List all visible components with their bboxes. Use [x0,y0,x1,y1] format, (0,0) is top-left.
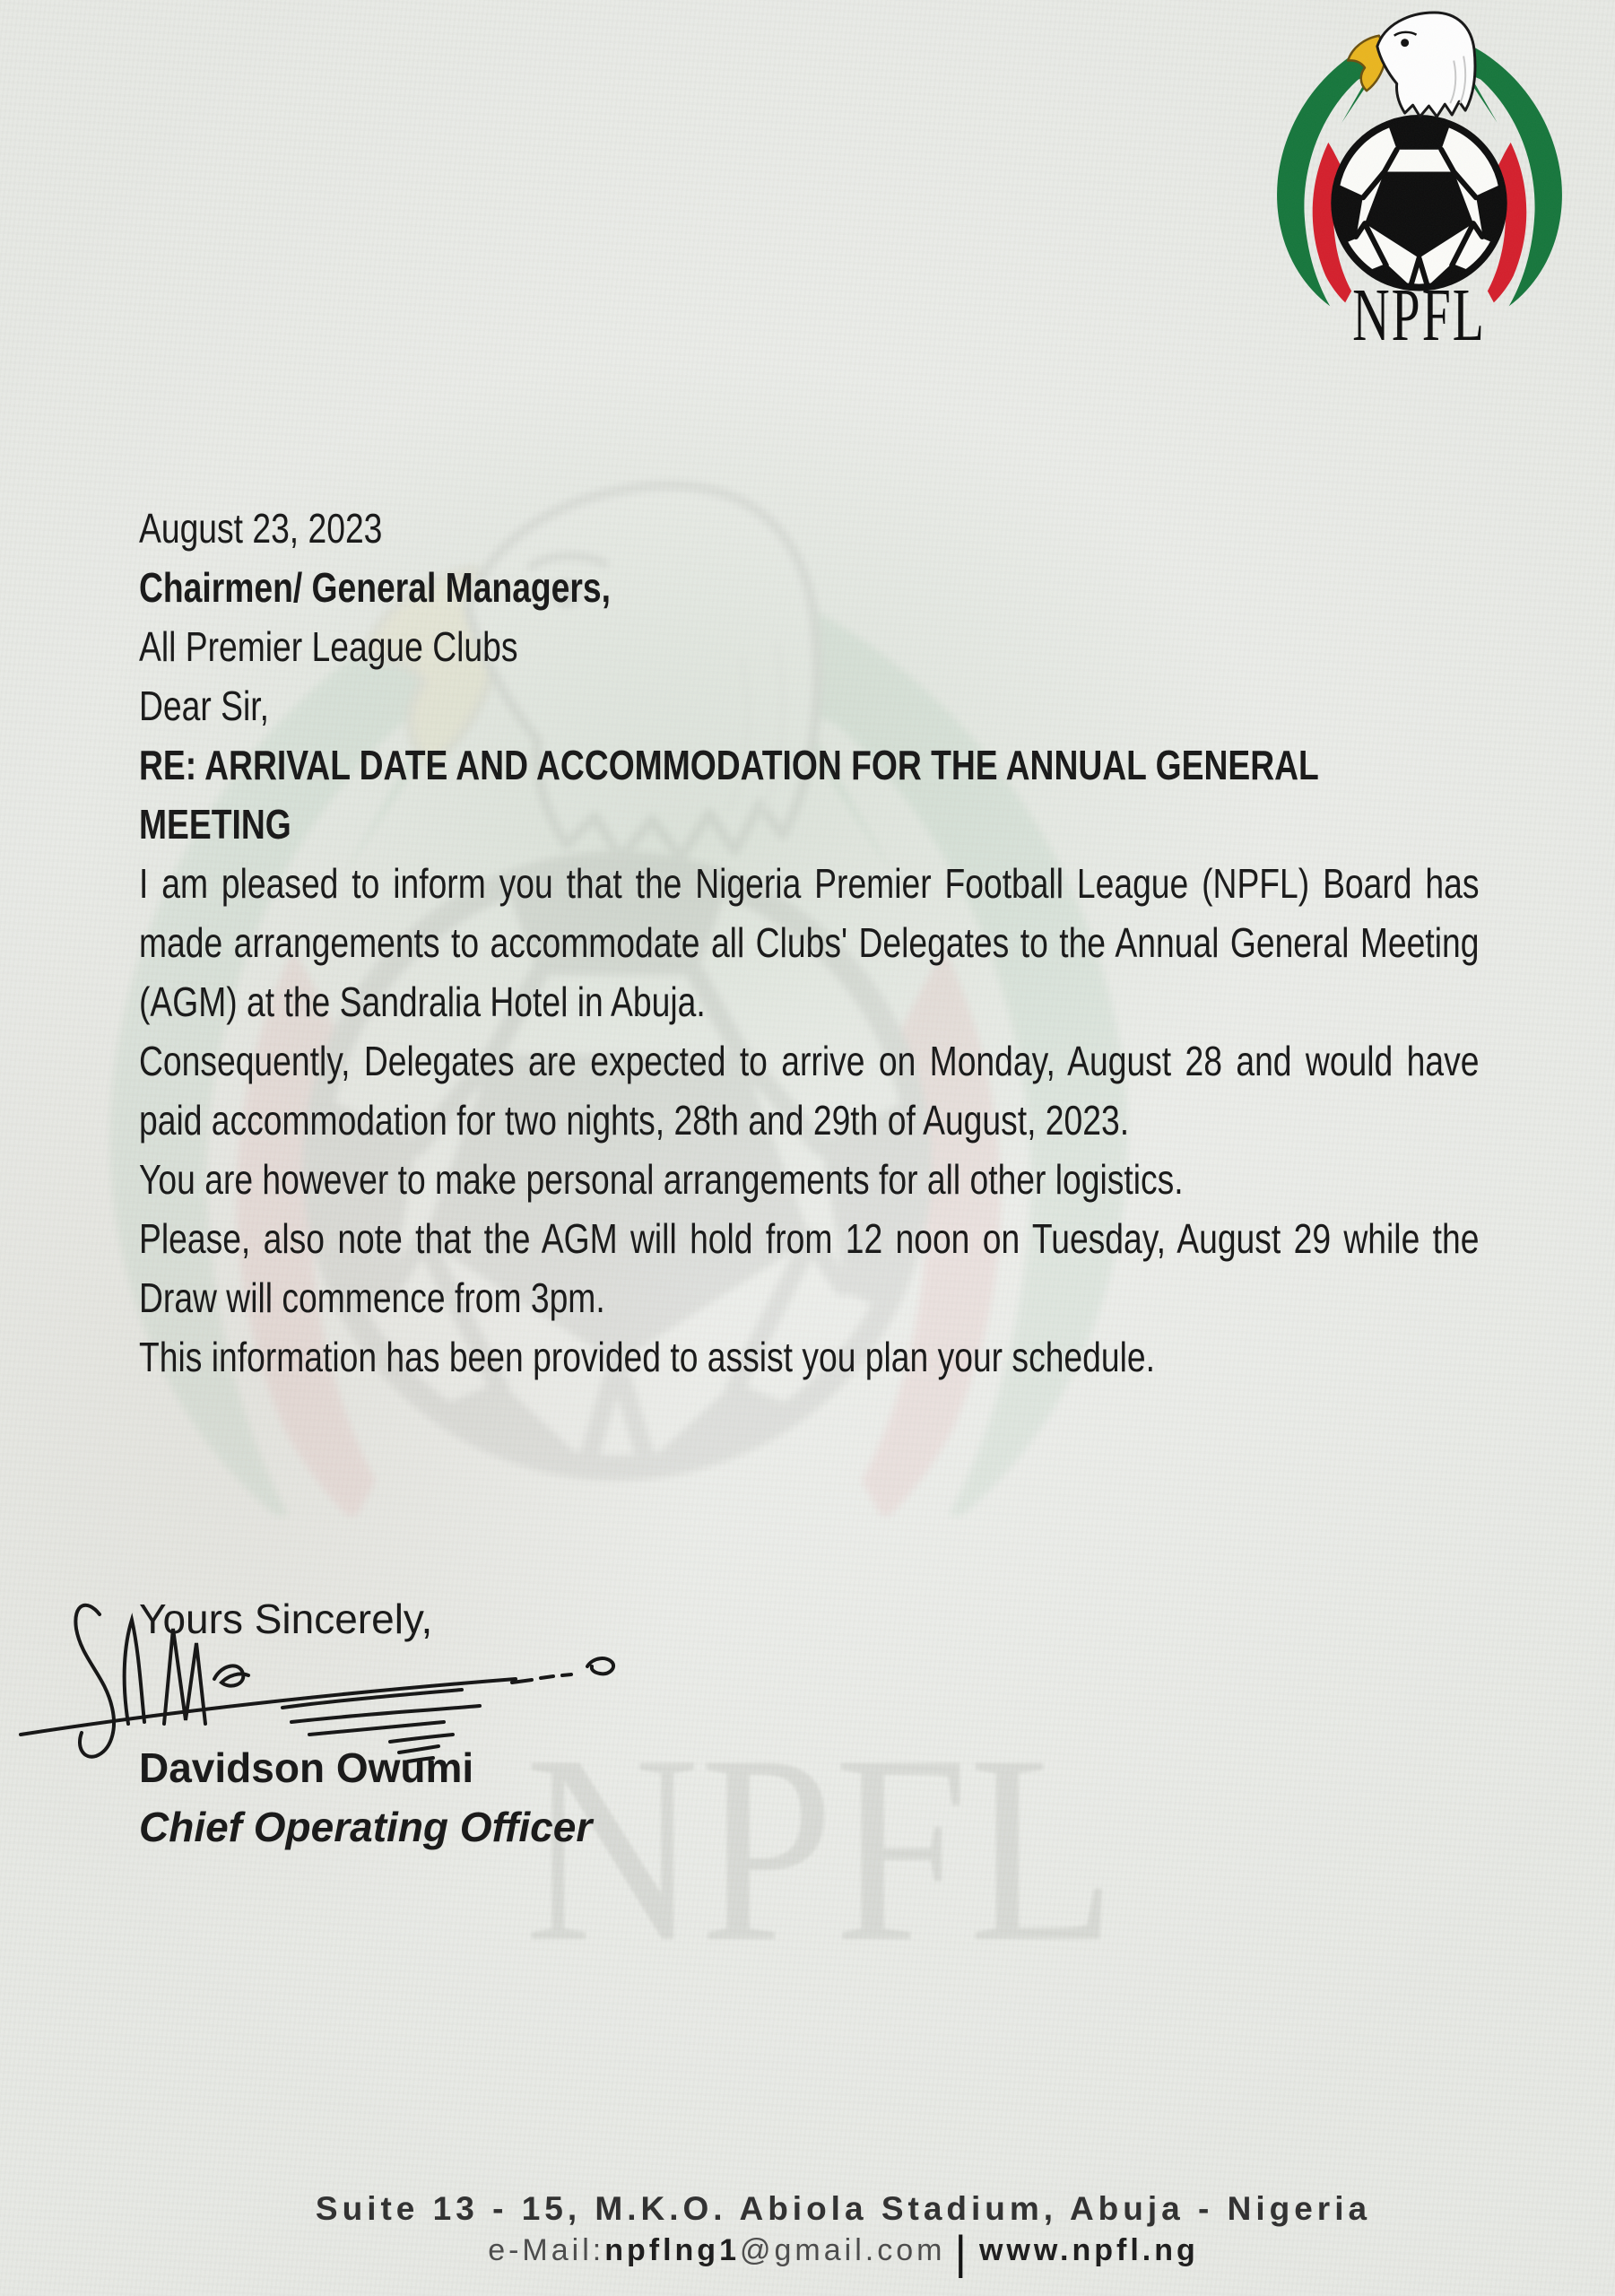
recipient-title: Chairmen/ General Managers, [139,564,611,611]
npfl-crest-icon [1277,13,1562,315]
footer-contacts: e-Mail:npflng1@gmail.com | www.npfl.ng [488,2227,1199,2279]
closing-valediction: Yours Sincerely, [139,1596,433,1642]
footer-address: Suite 13 - 15, M.K.O. Abiola Stadium, Abuja - Nigeria [315,2190,1372,2227]
npfl-logo-label: NPFL [1352,274,1486,350]
footer-website: www.npfl.ng [978,2233,1199,2267]
footer-email-domain: @gmail.com [740,2233,946,2267]
body-paragraph-2: Consequently, Delegates are expected to arrive on Monday, August 28 and would have paid accommodation for two nights, 28th and 29th of August, 2023. [139,1038,1480,1144]
subject-line: RE: ARRIVAL DATE AND ACCOMMODATION FOR THE ANNUAL GENERAL MEETING [139,742,1319,848]
recipient-org: All Premier League Clubs [139,623,518,670]
watermark-npfl-label: NPFL [525,1700,1116,1997]
footer-email-user: npflng1 [604,2233,740,2267]
body-paragraph-1: I am pleased to inform you that the Nigeria Premier Football League (NPFL) Board has made arrangements to accommodate all Clubs' Delegates to the Annual General Meeting (AGM) at the Sandralia Hotel in Abuja. [139,860,1480,1025]
letter-footer [0,2190,1615,2279]
body-paragraph-3: You are however to make personal arrangements for all other logistics. [139,1156,1184,1203]
npfl-logo [1244,7,1595,350]
letter-body [139,499,1479,1387]
body-paragraph-5: This information has been provided to assist you plan your schedule. [139,1334,1155,1380]
letter-date: August 23, 2023 [139,505,383,552]
body-paragraph-4: Please, also note that the AGM will hold from 12 noon on Tuesday, August 29 while the Draw will commence from 3pm. [139,1215,1480,1321]
footer-email-label: e-Mail: [488,2233,605,2267]
salutation: Dear Sir, [139,683,269,729]
signatory-name: Davidson Owumi [139,1744,474,1791]
signatory-role: Chief Operating Officer [139,1804,593,1850]
